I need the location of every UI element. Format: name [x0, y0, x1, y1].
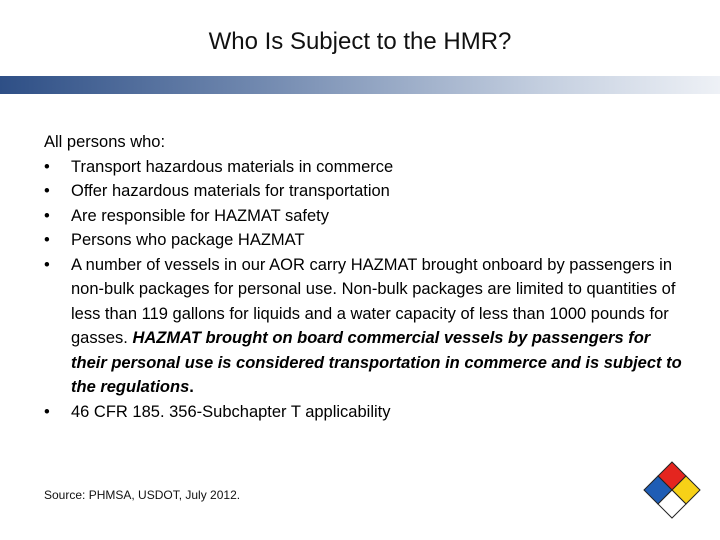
bullet-dot: •	[44, 206, 50, 225]
bullet-item	[44, 155, 684, 180]
bullet-dot: •	[44, 255, 50, 274]
source-citation: Source: PHMSA, USDOT, July 2012.	[44, 488, 241, 502]
bullet-text: Transport hazardous materials in commerce	[71, 157, 394, 176]
vessels-text: A number of vessels in our AOR carry HAZMAT brought onboard by passengers in non-bulk packages for personal use. Non-bulk packages are limited to quantities of less than 119 gallons for liquids and a water capacity of less than 1000 pounds for gasses.	[71, 255, 676, 347]
bullet-item	[44, 204, 684, 229]
slide-title: Who Is Subject to the HMR?	[208, 28, 512, 55]
bullet-dot: •	[44, 157, 50, 176]
bullet-dot: •	[44, 182, 50, 200]
bullet-list	[44, 155, 684, 425]
bullet-text: 46 CFR 185. 356-Subchapter T applicability	[71, 402, 391, 421]
vessels-emphasis-text: HAZMAT brought on board commercial vessels by passengers for their personal use is considered transportation in commerce and is subject to the regulations	[71, 329, 682, 396]
vessels-emphasis-period: .	[189, 378, 194, 396]
intro-text: All persons who:	[44, 133, 166, 151]
bullet-text: Are responsible for HAZMAT safety	[71, 206, 329, 225]
bullet-text: Offer hazardous materials for transportation	[71, 182, 390, 200]
bullet-item	[44, 179, 684, 204]
bullet-text: Persons who package HAZMAT	[71, 231, 305, 249]
bullet-dot: •	[44, 402, 50, 421]
slide-body	[44, 130, 684, 424]
bullet-item-cfr	[44, 400, 684, 425]
bullet-dot: •	[44, 231, 50, 249]
hazmat-diamond-icon	[642, 460, 702, 520]
bullet-item	[44, 228, 684, 253]
bullet-item-vessels	[44, 253, 684, 400]
title-divider-bar	[0, 76, 720, 94]
